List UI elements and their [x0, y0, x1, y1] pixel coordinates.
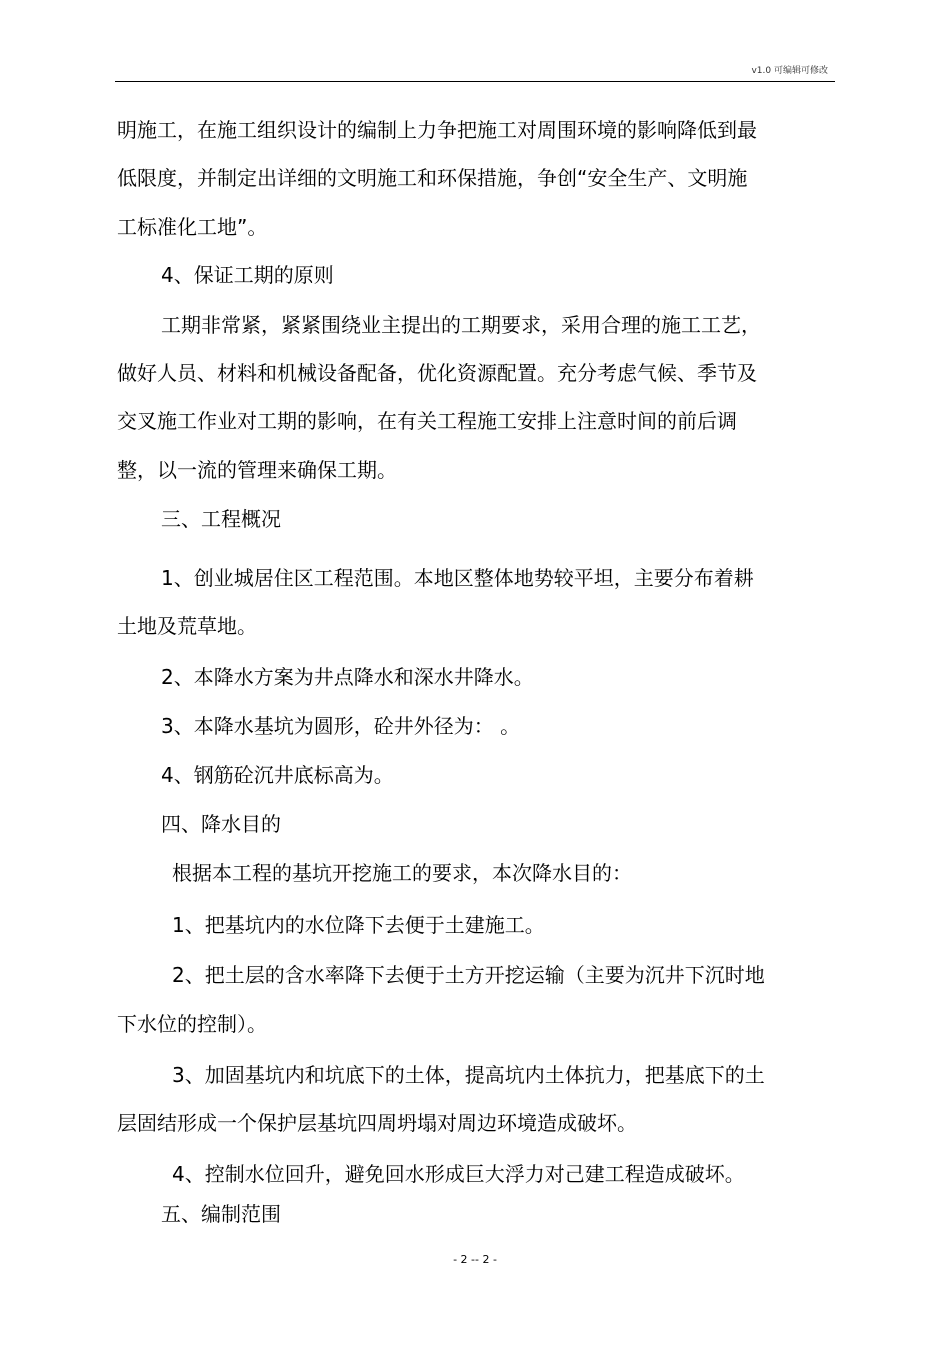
body-line-8: 整，以一流的管理来确保工期。 — [117, 458, 397, 482]
body-line-14: 4、钢筋砼沉井底标高为。 — [161, 763, 394, 787]
body-line-11: 土地及荒草地。 — [117, 614, 257, 638]
body-line-22: 4、控制水位回升，避免回水形成巨大浮力对己建工程造成破坏。 — [172, 1162, 745, 1186]
body-line-10: 1、创业城居住区工程范围。本地区整体地势较平坦，主要分布着耕 — [161, 566, 754, 590]
body-line-1: 明施工，在施工组织设计的编制上力争把施工对周围环境的影响降低到最 — [117, 118, 757, 142]
subheading-guarantee-schedule: 4、保证工期的原则 — [161, 263, 334, 287]
section-heading-5: 五、编制范围 — [161, 1202, 281, 1226]
body-line-2: 低限度，并制定出详细的文明施工和环保措施，争创“安全生产、文明施 — [117, 166, 748, 190]
body-line-5: 工期非常紧，紧紧围绕业主提出的工期要求，采用合理的施工工艺， — [161, 313, 761, 337]
body-line-3: 工标准化工地”。 — [117, 215, 268, 239]
section-heading-4: 四、降水目的 — [161, 812, 281, 836]
body-line-16: 根据本工程的基坑开挖施工的要求，本次降水目的： — [172, 861, 632, 885]
body-line-6: 做好人员、材料和机械设备配备，优化资源配置。充分考虑气候、季节及 — [117, 361, 757, 385]
body-line-19: 下水位的控制）。 — [117, 1012, 267, 1036]
header-rule — [115, 81, 835, 82]
body-line-20: 3、加固基坑内和坑底下的土体，提高坑内土体抗力，把基底下的土 — [172, 1063, 765, 1087]
page-number: - 2 -- 2 - — [453, 1253, 497, 1266]
version-label: v1.0 可编辑可修改 — [751, 66, 828, 76]
body-line-18: 2、把土层的含水率降下去便于土方开挖运输（主要为沉井下沉时地 — [172, 963, 765, 987]
body-line-13: 3、本降水基坑为圆形，砼井外径为： 。 — [161, 714, 521, 738]
body-line-17: 1、把基坑内的水位降下去便于土建施工。 — [172, 913, 545, 937]
body-line-21: 层固结形成一个保护层基坑四周坍塌对周边环境造成破坏。 — [117, 1111, 637, 1135]
body-line-7: 交叉施工作业对工期的影响，在有关工程施工安排上注意时间的前后调 — [117, 409, 737, 433]
body-line-12: 2、本降水方案为井点降水和深水井降水。 — [161, 665, 534, 689]
section-heading-3: 三、工程概况 — [161, 507, 281, 531]
